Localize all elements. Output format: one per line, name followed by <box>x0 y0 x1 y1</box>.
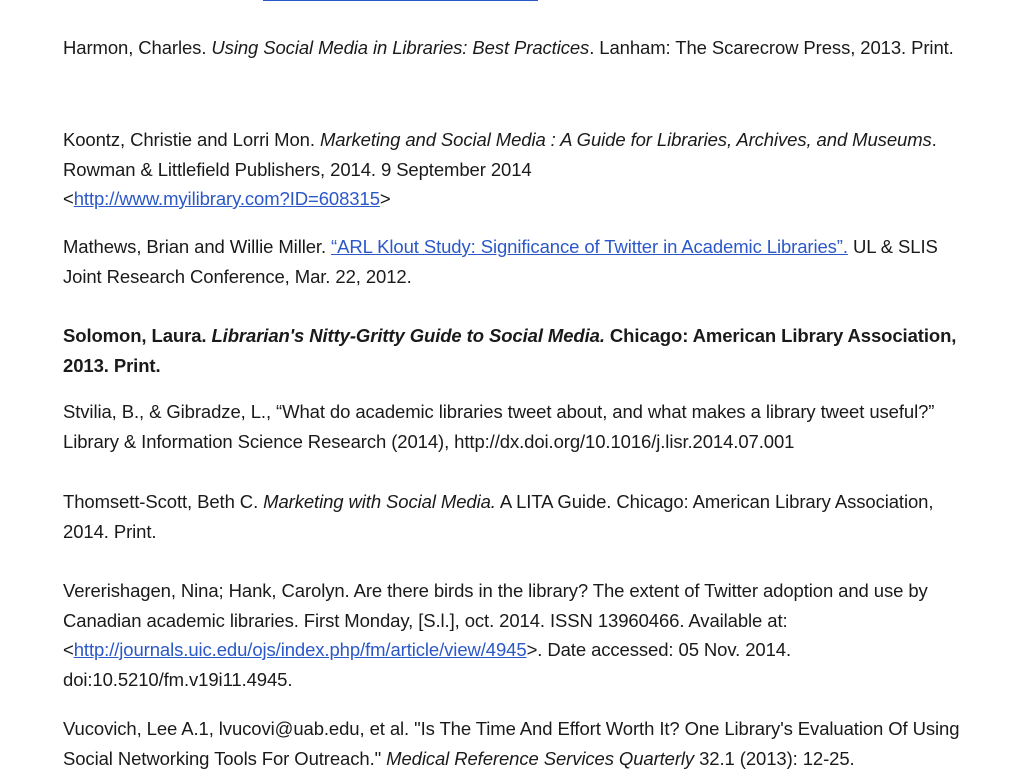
myilibrary-link[interactable]: http://www.myilibrary.com?ID=608315 <box>73 188 380 209</box>
citation-details: UL & SLIS Joint Research Conference, Mar. 22, 2012. <box>63 236 938 287</box>
citation-stvilia <box>63 397 973 456</box>
citation-vucovich <box>63 714 973 773</box>
citation-solomon <box>63 321 973 380</box>
citation-details: . Rowman & Littlefield Publishers, 2014. 9 September 2014 <box>63 129 937 180</box>
citation-details: . Lanham: The Scarecrow Press, 2013. Print. <box>589 37 954 58</box>
bracket-close: > <box>379 188 391 209</box>
citation-koontz <box>63 125 973 214</box>
citation-title: Marketing with Social Media. <box>263 491 496 512</box>
first-monday-link[interactable]: http://journals.uic.edu/ojs/index.php/fm/article/view/4945 <box>73 639 527 660</box>
citation-thomsett <box>63 487 973 546</box>
citation-details: >. Date accessed: 05 Nov. 2014. doi:10.5210/fm.v19i11.4945. <box>63 639 792 690</box>
cut-off-previous-entry <box>200 0 538 4</box>
citation-details: Chicago: American Library Association, 2013. Print. <box>63 325 957 376</box>
citation-text: Vucovich, Lee A.1, lvucovi@uab.edu, et al. "Is The Time And Effort Worth It? One Library's Evaluation Of Using Social Networking Tools For Outreach." <box>63 718 960 769</box>
arl-klout-study-link[interactable]: “ARL Klout Study: Significance of Twitter in Academic Libraries”. <box>331 236 848 257</box>
citation-details: A LITA Guide. Chicago: American Library Association, 2014. Print. <box>63 491 934 542</box>
citation-author: Koontz, Christie and Lorri Mon. <box>63 129 320 150</box>
citation-title: Marketing and Social Media : A Guide for Libraries, Archives, and Museums <box>319 129 932 150</box>
citation-title: Using Social Media in Libraries: Best Practices <box>211 37 590 58</box>
citation-author: Mathews, Brian and Willie Miller. <box>63 236 332 257</box>
bracket-open: < <box>63 188 74 209</box>
citation-mathews <box>63 232 973 291</box>
citation-author: Solomon, Laura. <box>63 325 212 346</box>
citation-author: Thomsett-Scott, Beth C. <box>63 491 264 512</box>
bracket-open: < <box>63 639 74 660</box>
citation-harmon <box>63 33 973 63</box>
citation-details: 32.1 (2013): 12-25. <box>694 747 855 769</box>
citation-title: Librarian's Nitty-Gritty Guide to Social Media. <box>211 325 605 346</box>
citation-journal: Medical Reference Services Quarterly <box>386 747 695 769</box>
citation-text: Stvilia, B., & Gibradze, L., “What do academic libraries tweet about, and what makes a library tweet useful?” Library & Information Science Research (2014), http://dx.doi.org/10.1016/j.lisr.2014.07.001 <box>63 401 935 452</box>
citation-vererishagen <box>63 576 973 694</box>
citation-text: Vererishagen, Nina; Hank, Carolyn. Are there birds in the library? The extent of Twitter adoption and use by Canadian academic libraries. First Monday, [S.l.], oct. 2014. ISSN 13960466. Available at: <box>63 580 928 631</box>
cut-off-link[interactable] <box>263 0 538 1</box>
citation-author: Harmon, Charles. <box>63 37 212 58</box>
